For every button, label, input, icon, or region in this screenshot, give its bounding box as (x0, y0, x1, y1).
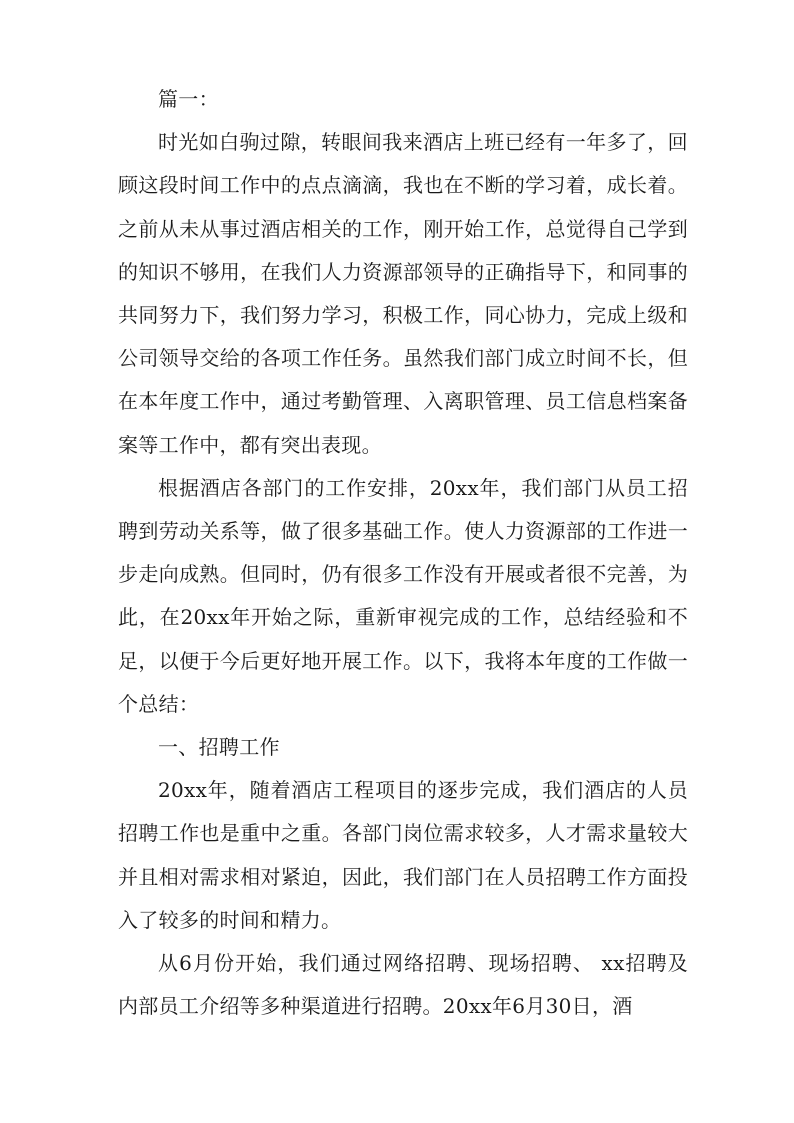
subheading-recruitment: 一、招聘工作 (158, 735, 280, 760)
document-body (118, 78, 688, 1028)
section-heading: 篇一： (158, 87, 219, 111)
paragraph-work-arrangement: 根据酒店各部门的工作安排，20xx年，我们部门从员工招聘到劳动关系等，做了很多基础工作。使人力资源部的工作进一步走向成熟。但同时，仍有很多工作没有开展或者很不完善，为此，在20xx年开始之际，重新审视完成的工作，总结经验和不足，以便于今后更好地开展工作。以下，我将本年度的工作做一个总结： (118, 475, 688, 716)
paragraph-recruitment-overview: 20xx年，随着酒店工程项目的逐步完成，我们酒店的人员招聘工作也是重中之重。各部门岗位需求较多，人才需求量较大并且相对需求相对紧迫，因此，我们部门在人员招聘工作方面投入了较多的时间和精力。 (118, 778, 688, 932)
paragraph-recruitment-channels: 从6月份开始，我们通过网络招聘、现场招聘、 xx招聘及内部员工介绍等多种渠道进行招聘。20xx年6月30日，酒 (118, 951, 688, 1019)
paragraph-intro: 时光如白驹过隙，转眼间我来酒店上班已经有一年多了，回顾这段时间工作中的点点滴滴，我也在不断的学习着，成长着。之前从未从事过酒店相关的工作，刚开始工作，总觉得自己学到的知识不够用，在我们人力资源部领导的正确指导下，和同事的共同努力下，我们努力学习，积极工作，同心协力，完成上级和公司领导交给的各项工作任务。虽然我们部门成立时间不长，但在本年度工作中，通过考勤管理、入离职管理、员工信息档案备案等工作中，都有突出表现。 (118, 130, 688, 457)
